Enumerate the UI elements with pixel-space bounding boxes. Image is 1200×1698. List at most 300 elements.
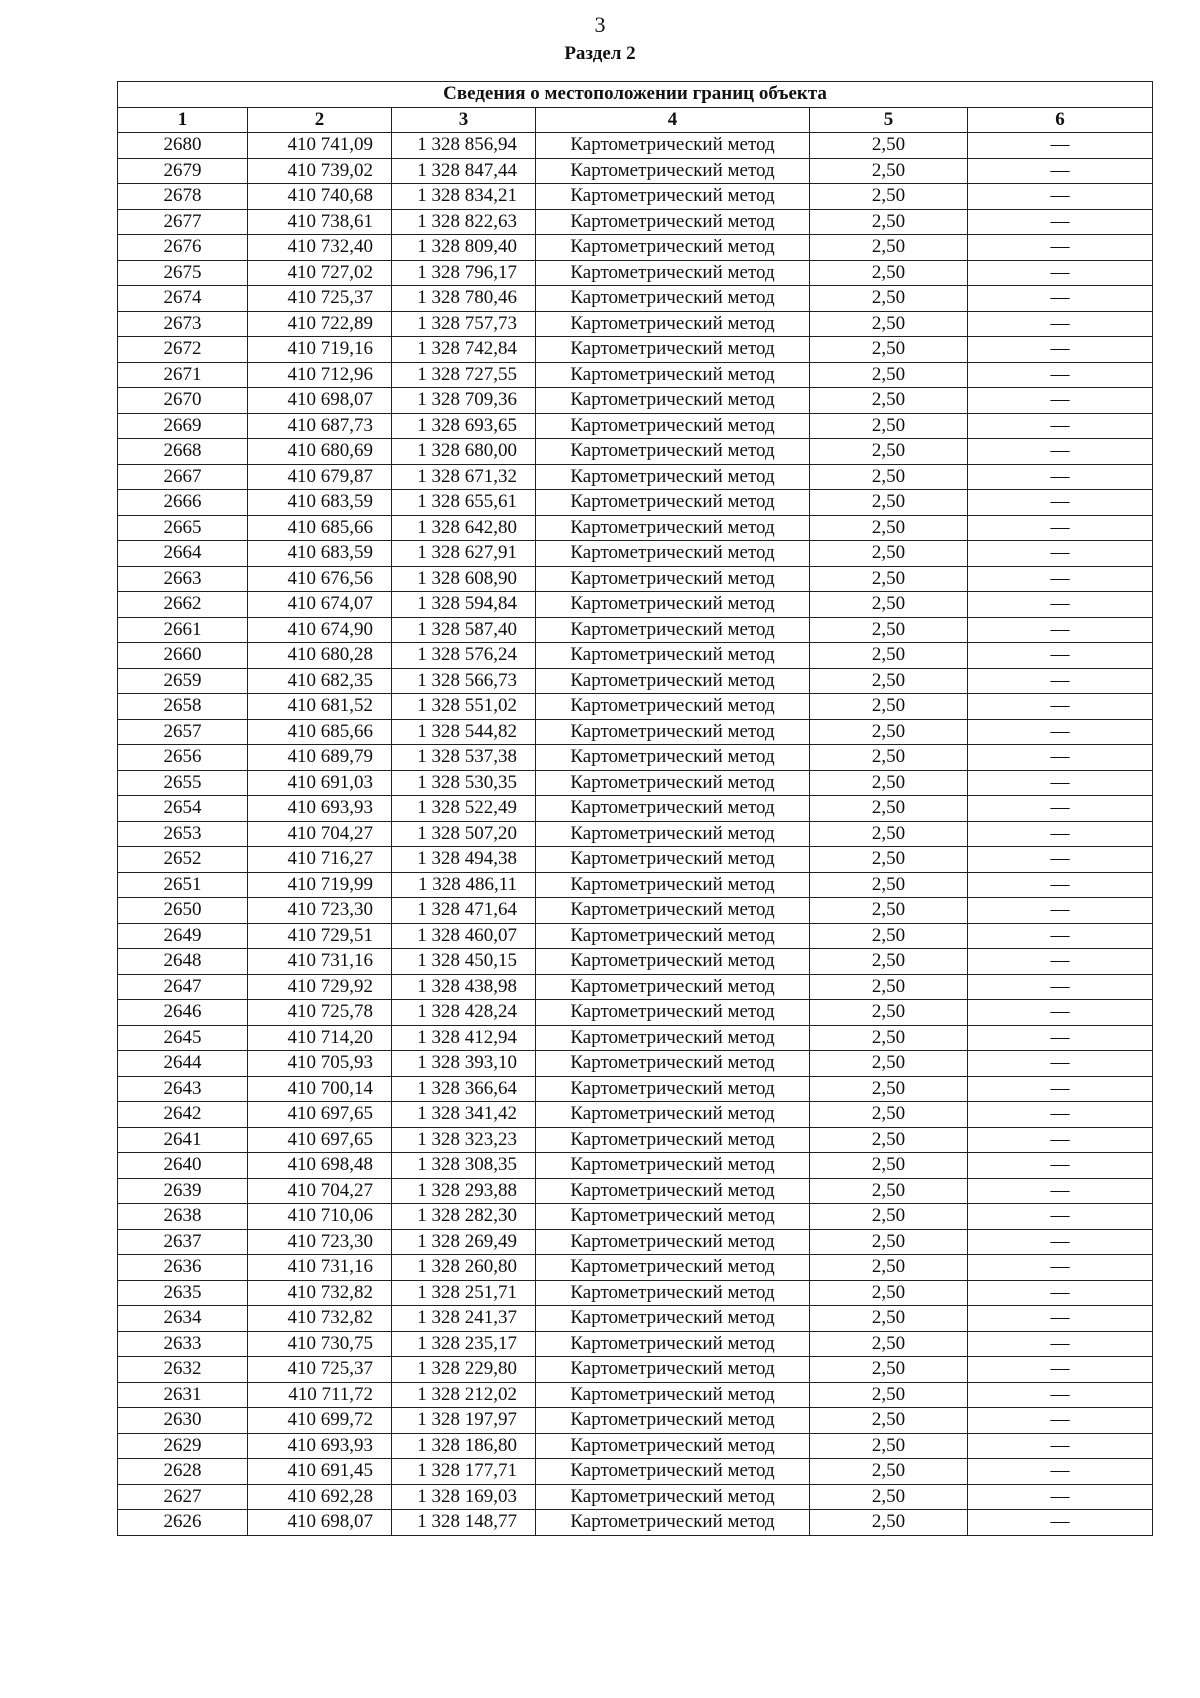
note-cell: — bbox=[968, 617, 1153, 643]
note-cell: — bbox=[968, 1076, 1153, 1102]
accuracy-cell: 2,50 bbox=[810, 898, 968, 924]
y-coordinate-cell: 1 328 608,90 bbox=[392, 566, 536, 592]
method-cell: Картометрический метод bbox=[536, 1229, 810, 1255]
table-row bbox=[118, 337, 1153, 363]
column-number: 3 bbox=[392, 107, 536, 133]
y-coordinate-cell: 1 328 709,36 bbox=[392, 388, 536, 414]
accuracy-cell: 2,50 bbox=[810, 1280, 968, 1306]
y-coordinate-cell: 1 328 460,07 bbox=[392, 923, 536, 949]
note-cell: — bbox=[968, 872, 1153, 898]
column-number: 6 bbox=[968, 107, 1153, 133]
method-cell: Картометрический метод bbox=[536, 1153, 810, 1179]
table-row bbox=[118, 1255, 1153, 1281]
y-coordinate-cell: 1 328 366,64 bbox=[392, 1076, 536, 1102]
x-coordinate-cell: 410 732,40 bbox=[248, 235, 392, 261]
point-number-cell: 2626 bbox=[118, 1510, 248, 1536]
x-coordinate-cell: 410 722,89 bbox=[248, 311, 392, 337]
x-coordinate-cell: 410 731,16 bbox=[248, 1255, 392, 1281]
table-row bbox=[118, 1484, 1153, 1510]
note-cell: — bbox=[968, 719, 1153, 745]
table-row bbox=[118, 796, 1153, 822]
point-number-cell: 2638 bbox=[118, 1204, 248, 1230]
point-number-cell: 2630 bbox=[118, 1408, 248, 1434]
y-coordinate-cell: 1 328 655,61 bbox=[392, 490, 536, 516]
x-coordinate-cell: 410 698,48 bbox=[248, 1153, 392, 1179]
method-cell: Картометрический метод bbox=[536, 1051, 810, 1077]
note-cell: — bbox=[968, 209, 1153, 235]
method-cell: Картометрический метод bbox=[536, 413, 810, 439]
note-cell: — bbox=[968, 490, 1153, 516]
accuracy-cell: 2,50 bbox=[810, 1357, 968, 1383]
method-cell: Картометрический метод bbox=[536, 337, 810, 363]
point-number-cell: 2632 bbox=[118, 1357, 248, 1383]
accuracy-cell: 2,50 bbox=[810, 1408, 968, 1434]
y-coordinate-cell: 1 328 148,77 bbox=[392, 1510, 536, 1536]
table-row bbox=[118, 1229, 1153, 1255]
table-row bbox=[118, 898, 1153, 924]
y-coordinate-cell: 1 328 293,88 bbox=[392, 1178, 536, 1204]
point-number-cell: 2628 bbox=[118, 1459, 248, 1485]
section-title: Раздел 2 bbox=[564, 43, 636, 64]
method-cell: Картометрический метод bbox=[536, 1178, 810, 1204]
accuracy-cell: 2,50 bbox=[810, 541, 968, 567]
method-cell: Картометрический метод bbox=[536, 566, 810, 592]
point-number-cell: 2631 bbox=[118, 1382, 248, 1408]
y-coordinate-cell: 1 328 212,02 bbox=[392, 1382, 536, 1408]
table-row bbox=[118, 1178, 1153, 1204]
table-row bbox=[118, 643, 1153, 669]
y-coordinate-cell: 1 328 186,80 bbox=[392, 1433, 536, 1459]
method-cell: Картометрический метод bbox=[536, 1255, 810, 1281]
table-row bbox=[118, 1051, 1153, 1077]
method-cell: Картометрический метод bbox=[536, 974, 810, 1000]
accuracy-cell: 2,50 bbox=[810, 1153, 968, 1179]
method-cell: Картометрический метод bbox=[536, 362, 810, 388]
y-coordinate-cell: 1 328 742,84 bbox=[392, 337, 536, 363]
accuracy-cell: 2,50 bbox=[810, 1433, 968, 1459]
point-number-cell: 2675 bbox=[118, 260, 248, 286]
method-cell: Картометрический метод bbox=[536, 770, 810, 796]
point-number-cell: 2634 bbox=[118, 1306, 248, 1332]
method-cell: Картометрический метод bbox=[536, 1382, 810, 1408]
x-coordinate-cell: 410 705,93 bbox=[248, 1051, 392, 1077]
x-coordinate-cell: 410 687,73 bbox=[248, 413, 392, 439]
y-coordinate-cell: 1 328 530,35 bbox=[392, 770, 536, 796]
note-cell: — bbox=[968, 1484, 1153, 1510]
accuracy-cell: 2,50 bbox=[810, 1178, 968, 1204]
x-coordinate-cell: 410 681,52 bbox=[248, 694, 392, 720]
x-coordinate-cell: 410 725,37 bbox=[248, 286, 392, 312]
table-row bbox=[118, 413, 1153, 439]
y-coordinate-cell: 1 328 847,44 bbox=[392, 158, 536, 184]
accuracy-cell: 2,50 bbox=[810, 1025, 968, 1051]
method-cell: Картометрический метод bbox=[536, 668, 810, 694]
x-coordinate-cell: 410 723,30 bbox=[248, 898, 392, 924]
y-coordinate-cell: 1 328 450,15 bbox=[392, 949, 536, 975]
y-coordinate-cell: 1 328 693,65 bbox=[392, 413, 536, 439]
point-number-cell: 2649 bbox=[118, 923, 248, 949]
point-number-cell: 2674 bbox=[118, 286, 248, 312]
accuracy-cell: 2,50 bbox=[810, 719, 968, 745]
y-coordinate-cell: 1 328 235,17 bbox=[392, 1331, 536, 1357]
note-cell: — bbox=[968, 770, 1153, 796]
note-cell: — bbox=[968, 1357, 1153, 1383]
method-cell: Картометрический метод bbox=[536, 515, 810, 541]
x-coordinate-cell: 410 732,82 bbox=[248, 1280, 392, 1306]
method-cell: Картометрический метод bbox=[536, 719, 810, 745]
method-cell: Картометрический метод bbox=[536, 923, 810, 949]
method-cell: Картометрический метод bbox=[536, 464, 810, 490]
y-coordinate-cell: 1 328 834,21 bbox=[392, 184, 536, 210]
point-number-cell: 2652 bbox=[118, 847, 248, 873]
method-cell: Картометрический метод bbox=[536, 1510, 810, 1536]
note-cell: — bbox=[968, 158, 1153, 184]
table-row bbox=[118, 439, 1153, 465]
accuracy-cell: 2,50 bbox=[810, 1204, 968, 1230]
y-coordinate-cell: 1 328 260,80 bbox=[392, 1255, 536, 1281]
note-cell: — bbox=[968, 337, 1153, 363]
accuracy-cell: 2,50 bbox=[810, 184, 968, 210]
note-cell: — bbox=[968, 923, 1153, 949]
column-number-row bbox=[118, 107, 1153, 133]
point-number-cell: 2629 bbox=[118, 1433, 248, 1459]
method-cell: Картометрический метод bbox=[536, 388, 810, 414]
point-number-cell: 2656 bbox=[118, 745, 248, 771]
method-cell: Картометрический метод bbox=[536, 643, 810, 669]
accuracy-cell: 2,50 bbox=[810, 974, 968, 1000]
table-row bbox=[118, 1357, 1153, 1383]
x-coordinate-cell: 410 676,56 bbox=[248, 566, 392, 592]
y-coordinate-cell: 1 328 323,23 bbox=[392, 1127, 536, 1153]
x-coordinate-cell: 410 738,61 bbox=[248, 209, 392, 235]
table-row bbox=[118, 1102, 1153, 1128]
y-coordinate-cell: 1 328 537,38 bbox=[392, 745, 536, 771]
y-coordinate-cell: 1 328 412,94 bbox=[392, 1025, 536, 1051]
y-coordinate-cell: 1 328 269,49 bbox=[392, 1229, 536, 1255]
point-number-cell: 2664 bbox=[118, 541, 248, 567]
point-number-cell: 2672 bbox=[118, 337, 248, 363]
accuracy-cell: 2,50 bbox=[810, 464, 968, 490]
table-row bbox=[118, 1408, 1153, 1434]
accuracy-cell: 2,50 bbox=[810, 1076, 968, 1102]
point-number-cell: 2658 bbox=[118, 694, 248, 720]
x-coordinate-cell: 410 698,07 bbox=[248, 1510, 392, 1536]
y-coordinate-cell: 1 328 856,94 bbox=[392, 133, 536, 159]
x-coordinate-cell: 410 692,28 bbox=[248, 1484, 392, 1510]
y-coordinate-cell: 1 328 566,73 bbox=[392, 668, 536, 694]
point-number-cell: 2678 bbox=[118, 184, 248, 210]
point-number-cell: 2642 bbox=[118, 1102, 248, 1128]
x-coordinate-cell: 410 732,82 bbox=[248, 1306, 392, 1332]
note-cell: — bbox=[968, 1153, 1153, 1179]
accuracy-cell: 2,50 bbox=[810, 694, 968, 720]
point-number-cell: 2668 bbox=[118, 439, 248, 465]
point-number-cell: 2650 bbox=[118, 898, 248, 924]
x-coordinate-cell: 410 731,16 bbox=[248, 949, 392, 975]
point-number-cell: 2633 bbox=[118, 1331, 248, 1357]
point-number-cell: 2655 bbox=[118, 770, 248, 796]
table-row bbox=[118, 1025, 1153, 1051]
method-cell: Картометрический метод bbox=[536, 1433, 810, 1459]
point-number-cell: 2662 bbox=[118, 592, 248, 618]
x-coordinate-cell: 410 700,14 bbox=[248, 1076, 392, 1102]
method-cell: Картометрический метод bbox=[536, 1076, 810, 1102]
note-cell: — bbox=[968, 1510, 1153, 1536]
accuracy-cell: 2,50 bbox=[810, 668, 968, 694]
accuracy-cell: 2,50 bbox=[810, 643, 968, 669]
method-cell: Картометрический метод bbox=[536, 311, 810, 337]
note-cell: — bbox=[968, 1051, 1153, 1077]
accuracy-cell: 2,50 bbox=[810, 235, 968, 261]
note-cell: — bbox=[968, 745, 1153, 771]
x-coordinate-cell: 410 674,90 bbox=[248, 617, 392, 643]
table-row bbox=[118, 209, 1153, 235]
accuracy-cell: 2,50 bbox=[810, 1306, 968, 1332]
x-coordinate-cell: 410 730,75 bbox=[248, 1331, 392, 1357]
y-coordinate-cell: 1 328 680,00 bbox=[392, 439, 536, 465]
accuracy-cell: 2,50 bbox=[810, 847, 968, 873]
x-coordinate-cell: 410 699,72 bbox=[248, 1408, 392, 1434]
accuracy-cell: 2,50 bbox=[810, 1000, 968, 1026]
table-row bbox=[118, 260, 1153, 286]
table-row bbox=[118, 719, 1153, 745]
x-coordinate-cell: 410 727,02 bbox=[248, 260, 392, 286]
method-cell: Картометрический метод bbox=[536, 745, 810, 771]
x-coordinate-cell: 410 697,65 bbox=[248, 1127, 392, 1153]
method-cell: Картометрический метод bbox=[536, 1306, 810, 1332]
point-number-cell: 2636 bbox=[118, 1255, 248, 1281]
accuracy-cell: 2,50 bbox=[810, 1255, 968, 1281]
method-cell: Картометрический метод bbox=[536, 847, 810, 873]
x-coordinate-cell: 410 729,51 bbox=[248, 923, 392, 949]
x-coordinate-cell: 410 689,79 bbox=[248, 745, 392, 771]
point-number-cell: 2660 bbox=[118, 643, 248, 669]
x-coordinate-cell: 410 740,68 bbox=[248, 184, 392, 210]
x-coordinate-cell: 410 729,92 bbox=[248, 974, 392, 1000]
method-cell: Картометрический метод bbox=[536, 694, 810, 720]
y-coordinate-cell: 1 328 197,97 bbox=[392, 1408, 536, 1434]
point-number-cell: 2679 bbox=[118, 158, 248, 184]
method-cell: Картометрический метод bbox=[536, 1357, 810, 1383]
method-cell: Картометрический метод bbox=[536, 286, 810, 312]
y-coordinate-cell: 1 328 341,42 bbox=[392, 1102, 536, 1128]
x-coordinate-cell: 410 691,45 bbox=[248, 1459, 392, 1485]
note-cell: — bbox=[968, 1408, 1153, 1434]
note-cell: — bbox=[968, 592, 1153, 618]
x-coordinate-cell: 410 704,27 bbox=[248, 1178, 392, 1204]
table-row bbox=[118, 1331, 1153, 1357]
point-number-cell: 2680 bbox=[118, 133, 248, 159]
x-coordinate-cell: 410 691,03 bbox=[248, 770, 392, 796]
note-cell: — bbox=[968, 566, 1153, 592]
accuracy-cell: 2,50 bbox=[810, 1229, 968, 1255]
x-coordinate-cell: 410 725,78 bbox=[248, 1000, 392, 1026]
y-coordinate-cell: 1 328 587,40 bbox=[392, 617, 536, 643]
x-coordinate-cell: 410 680,28 bbox=[248, 643, 392, 669]
y-coordinate-cell: 1 328 282,30 bbox=[392, 1204, 536, 1230]
accuracy-cell: 2,50 bbox=[810, 286, 968, 312]
note-cell: — bbox=[968, 796, 1153, 822]
table-caption: Сведения о местоположении границ объекта bbox=[118, 82, 1153, 108]
point-number-cell: 2665 bbox=[118, 515, 248, 541]
note-cell: — bbox=[968, 643, 1153, 669]
x-coordinate-cell: 410 698,07 bbox=[248, 388, 392, 414]
accuracy-cell: 2,50 bbox=[810, 592, 968, 618]
note-cell: — bbox=[968, 362, 1153, 388]
method-cell: Картометрический метод bbox=[536, 1102, 810, 1128]
y-coordinate-cell: 1 328 757,73 bbox=[392, 311, 536, 337]
note-cell: — bbox=[968, 668, 1153, 694]
point-number-cell: 2663 bbox=[118, 566, 248, 592]
accuracy-cell: 2,50 bbox=[810, 1382, 968, 1408]
note-cell: — bbox=[968, 413, 1153, 439]
note-cell: — bbox=[968, 1229, 1153, 1255]
x-coordinate-cell: 410 719,16 bbox=[248, 337, 392, 363]
accuracy-cell: 2,50 bbox=[810, 796, 968, 822]
note-cell: — bbox=[968, 1433, 1153, 1459]
x-coordinate-cell: 410 680,69 bbox=[248, 439, 392, 465]
table-caption-row bbox=[118, 82, 1153, 108]
method-cell: Картометрический метод bbox=[536, 1484, 810, 1510]
point-number-cell: 2640 bbox=[118, 1153, 248, 1179]
accuracy-cell: 2,50 bbox=[810, 566, 968, 592]
y-coordinate-cell: 1 328 507,20 bbox=[392, 821, 536, 847]
x-coordinate-cell: 410 697,65 bbox=[248, 1102, 392, 1128]
method-cell: Картометрический метод bbox=[536, 1204, 810, 1230]
table-row bbox=[118, 133, 1153, 159]
x-coordinate-cell: 410 693,93 bbox=[248, 1433, 392, 1459]
point-number-cell: 2671 bbox=[118, 362, 248, 388]
point-number-cell: 2646 bbox=[118, 1000, 248, 1026]
accuracy-cell: 2,50 bbox=[810, 260, 968, 286]
note-cell: — bbox=[968, 1000, 1153, 1026]
x-coordinate-cell: 410 714,20 bbox=[248, 1025, 392, 1051]
y-coordinate-cell: 1 328 809,40 bbox=[392, 235, 536, 261]
table-row bbox=[118, 311, 1153, 337]
y-coordinate-cell: 1 328 241,37 bbox=[392, 1306, 536, 1332]
accuracy-cell: 2,50 bbox=[810, 158, 968, 184]
accuracy-cell: 2,50 bbox=[810, 515, 968, 541]
x-coordinate-cell: 410 723,30 bbox=[248, 1229, 392, 1255]
y-coordinate-cell: 1 328 727,55 bbox=[392, 362, 536, 388]
table-row bbox=[118, 158, 1153, 184]
point-number-cell: 2666 bbox=[118, 490, 248, 516]
x-coordinate-cell: 410 674,07 bbox=[248, 592, 392, 618]
point-number-cell: 2676 bbox=[118, 235, 248, 261]
y-coordinate-cell: 1 328 308,35 bbox=[392, 1153, 536, 1179]
table-row bbox=[118, 1433, 1153, 1459]
point-number-cell: 2651 bbox=[118, 872, 248, 898]
table-row bbox=[118, 592, 1153, 618]
note-cell: — bbox=[968, 1382, 1153, 1408]
accuracy-cell: 2,50 bbox=[810, 209, 968, 235]
note-cell: — bbox=[968, 898, 1153, 924]
note-cell: — bbox=[968, 184, 1153, 210]
method-cell: Картометрический метод bbox=[536, 439, 810, 465]
point-number-cell: 2677 bbox=[118, 209, 248, 235]
x-coordinate-cell: 410 741,09 bbox=[248, 133, 392, 159]
method-cell: Картометрический метод bbox=[536, 209, 810, 235]
column-number: 5 bbox=[810, 107, 968, 133]
method-cell: Картометрический метод bbox=[536, 260, 810, 286]
note-cell: — bbox=[968, 235, 1153, 261]
accuracy-cell: 2,50 bbox=[810, 821, 968, 847]
x-coordinate-cell: 410 693,93 bbox=[248, 796, 392, 822]
y-coordinate-cell: 1 328 486,11 bbox=[392, 872, 536, 898]
table-row bbox=[118, 872, 1153, 898]
method-cell: Картометрический метод bbox=[536, 1459, 810, 1485]
table-row bbox=[118, 490, 1153, 516]
point-number-cell: 2669 bbox=[118, 413, 248, 439]
note-cell: — bbox=[968, 133, 1153, 159]
note-cell: — bbox=[968, 1306, 1153, 1332]
point-number-cell: 2627 bbox=[118, 1484, 248, 1510]
y-coordinate-cell: 1 328 428,24 bbox=[392, 1000, 536, 1026]
x-coordinate-cell: 410 710,06 bbox=[248, 1204, 392, 1230]
table-row bbox=[118, 1306, 1153, 1332]
note-cell: — bbox=[968, 541, 1153, 567]
y-coordinate-cell: 1 328 671,32 bbox=[392, 464, 536, 490]
method-cell: Картометрический метод bbox=[536, 1408, 810, 1434]
table-row bbox=[118, 694, 1153, 720]
table-row bbox=[118, 1127, 1153, 1153]
table-row bbox=[118, 1510, 1153, 1536]
method-cell: Картометрический метод bbox=[536, 184, 810, 210]
table-row bbox=[118, 949, 1153, 975]
column-number: 4 bbox=[536, 107, 810, 133]
y-coordinate-cell: 1 328 229,80 bbox=[392, 1357, 536, 1383]
table-row bbox=[118, 1382, 1153, 1408]
y-coordinate-cell: 1 328 438,98 bbox=[392, 974, 536, 1000]
method-cell: Картометрический метод bbox=[536, 1025, 810, 1051]
point-number-cell: 2673 bbox=[118, 311, 248, 337]
table-row bbox=[118, 541, 1153, 567]
point-number-cell: 2659 bbox=[118, 668, 248, 694]
table-row bbox=[118, 847, 1153, 873]
table-row bbox=[118, 388, 1153, 414]
y-coordinate-cell: 1 328 393,10 bbox=[392, 1051, 536, 1077]
y-coordinate-cell: 1 328 522,49 bbox=[392, 796, 536, 822]
table-row bbox=[118, 1000, 1153, 1026]
accuracy-cell: 2,50 bbox=[810, 617, 968, 643]
column-number: 1 bbox=[118, 107, 248, 133]
point-number-cell: 2639 bbox=[118, 1178, 248, 1204]
method-cell: Картометрический метод bbox=[536, 796, 810, 822]
y-coordinate-cell: 1 328 780,46 bbox=[392, 286, 536, 312]
point-number-cell: 2637 bbox=[118, 1229, 248, 1255]
note-cell: — bbox=[968, 974, 1153, 1000]
table-row bbox=[118, 464, 1153, 490]
y-coordinate-cell: 1 328 551,02 bbox=[392, 694, 536, 720]
note-cell: — bbox=[968, 1127, 1153, 1153]
point-number-cell: 2670 bbox=[118, 388, 248, 414]
method-cell: Картометрический метод bbox=[536, 592, 810, 618]
y-coordinate-cell: 1 328 627,91 bbox=[392, 541, 536, 567]
table-row bbox=[118, 566, 1153, 592]
accuracy-cell: 2,50 bbox=[810, 1051, 968, 1077]
method-cell: Картометрический метод bbox=[536, 1331, 810, 1357]
note-cell: — bbox=[968, 388, 1153, 414]
method-cell: Картометрический метод bbox=[536, 1280, 810, 1306]
note-cell: — bbox=[968, 515, 1153, 541]
accuracy-cell: 2,50 bbox=[810, 1484, 968, 1510]
table-row bbox=[118, 1204, 1153, 1230]
table-row bbox=[118, 974, 1153, 1000]
method-cell: Картометрический метод bbox=[536, 872, 810, 898]
note-cell: — bbox=[968, 694, 1153, 720]
boundary-coordinates-table bbox=[117, 81, 1153, 1536]
accuracy-cell: 2,50 bbox=[810, 1102, 968, 1128]
